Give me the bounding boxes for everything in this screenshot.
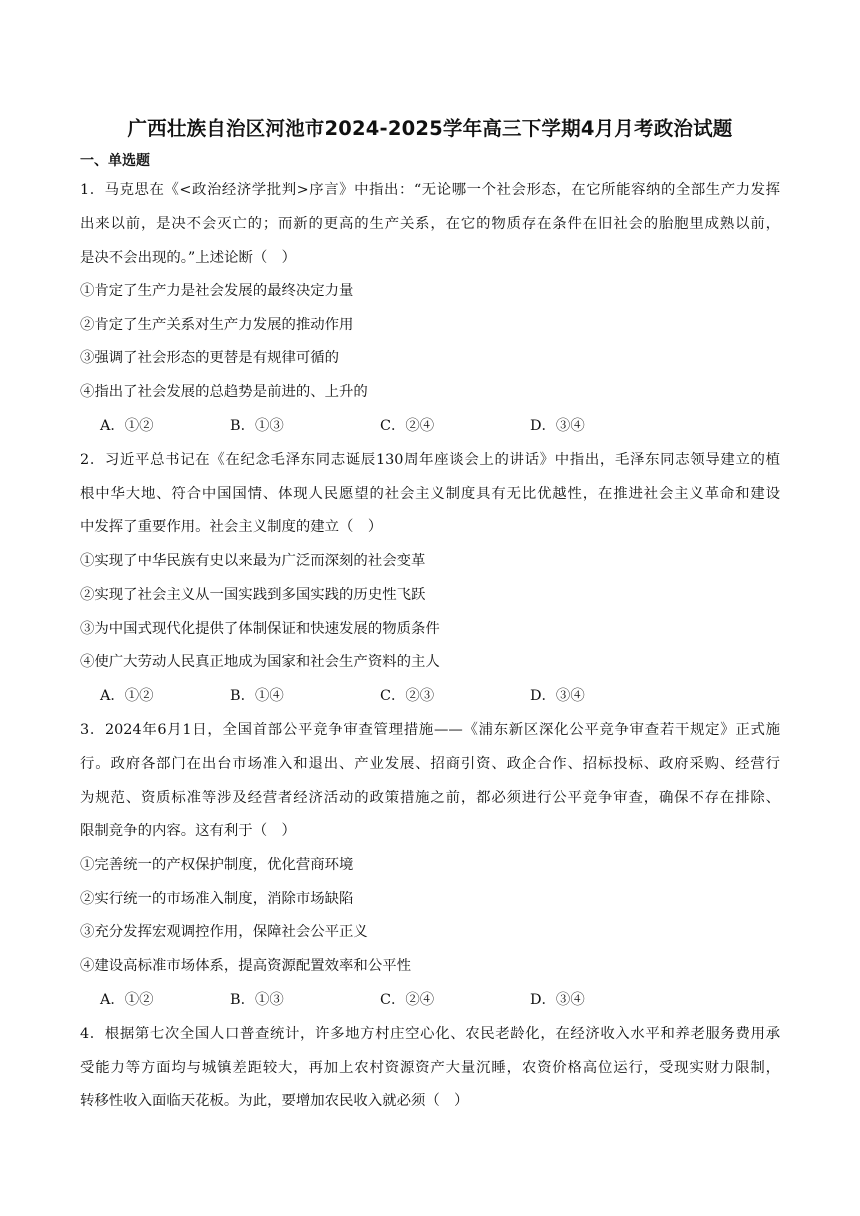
document-title: 广西壮族自治区河池市2024-2025学年高三下学期4月月考政治试题 [127, 117, 733, 140]
question-2-item-4: ④使广大劳动人民真正地成为国家和社会生产资料的主人 [80, 654, 440, 670]
question-1-options [100, 416, 700, 436]
question-2-option-d: D．③④ [530, 688, 585, 704]
question-4-stem-line-3: 转移性收入面临天花板。为此，要增加农民收入就必须（ ） [80, 1093, 469, 1109]
question-1-item-1: ①肯定了生产力是社会发展的最终决定力量 [80, 283, 354, 299]
question-3-options [100, 990, 700, 1010]
question-4-stem-line-2: 受能力等方面均与城镇差距较大，再加上农村资源资产大量沉睡，农资价格高位运行，受现实财力限制， [80, 1060, 780, 1076]
question-2-item-1: ①实现了中华民族有史以来最为广泛而深刻的社会变革 [80, 553, 426, 569]
section-heading: 一、单选题 [80, 153, 150, 169]
question-3-option-b: B．①③ [230, 992, 284, 1008]
question-4-stem-line-1: 4．根据第七次全国人口普查统计，许多地方村庄空心化、农民老龄化，在经济收入水平和养老服务费用承 [80, 1026, 780, 1042]
question-3-option-d: D．③④ [530, 992, 585, 1008]
question-2-option-c: C．②③ [380, 688, 435, 704]
question-1-option-d: D．③④ [530, 418, 585, 434]
question-1-item-3: ③强调了社会形态的更替是有规律可循的 [80, 350, 340, 366]
question-2-option-a: A．①② [100, 688, 154, 704]
question-3-stem-line-1: 3．2024年6月1日，全国首部公平竞争审查管理措施——《浦东新区深化公平竞争审查若干规定》正式施 [80, 722, 780, 738]
question-2-stem-line-1: 2．习近平总书记在《在纪念毛泽东同志诞辰130周年座谈会上的讲话》中指出，毛泽东同志领导建立的植 [80, 452, 780, 468]
question-3-item-1: ①完善统一的产权保护制度，优化营商环境 [80, 857, 354, 873]
question-1-item-2: ②肯定了生产关系对生产力发展的推动作用 [80, 317, 354, 333]
question-2-stem-line-3: 中发挥了重要作用。社会主义制度的建立（ ） [80, 519, 383, 535]
question-2-item-2: ②实现了社会主义从一国实践到多国实践的历史性飞跃 [80, 587, 426, 603]
question-3-option-c: C．②④ [380, 992, 435, 1008]
question-3-stem-line-4: 限制竞争的内容。这有利于（ ） [80, 823, 296, 839]
question-3-stem-line-2: 行。政府各部门在出台市场准入和退出、产业发展、招商引资、政企合作、招标投标、政府采购、经营行 [80, 756, 780, 772]
question-1-stem-line-1: 1．马克思在《<政治经济学批判>序言》中指出：“无论哪一个社会形态，在它所能容纳的全部生产力发挥 [80, 182, 780, 198]
question-1-stem-line-2: 出来以前，是决不会灭亡的；而新的更高的生产关系，在它的物质存在条件在旧社会的胎胞里成熟以前， [80, 216, 780, 232]
question-1-item-4: ④指出了社会发展的总趋势是前进的、上升的 [80, 384, 368, 400]
question-1-option-b: B．①③ [230, 418, 284, 434]
question-2-option-b: B．①④ [230, 688, 284, 704]
question-1-stem-line-3: 是决不会出现的。”上述论断（ ） [80, 250, 297, 266]
question-2-item-3: ③为中国式现代化提供了体制保证和快速发展的物质条件 [80, 621, 440, 637]
question-3-item-2: ②实行统一的市场准入制度，消除市场缺陷 [80, 891, 354, 907]
question-3-option-a: A．①② [100, 992, 154, 1008]
question-1-option-c: C．②④ [380, 418, 435, 434]
question-3-stem-line-3: 为规范、资质标准等涉及经营者经济活动的政策措施之前，都必须进行公平竞争审查，确保不存在排除、 [80, 790, 780, 806]
question-3-item-4: ④建设高标准市场体系，提高资源配置效率和公平性 [80, 958, 411, 974]
question-3-item-3: ③充分发挥宏观调控作用，保障社会公平正义 [80, 924, 368, 940]
question-2-options [100, 686, 700, 706]
question-1-option-a: A．①② [100, 418, 154, 434]
question-2-stem-line-2: 根中华大地、符合中国国情、体现人民愿望的社会主义制度具有无比优越性，在推进社会主义革命和建设 [80, 486, 780, 502]
